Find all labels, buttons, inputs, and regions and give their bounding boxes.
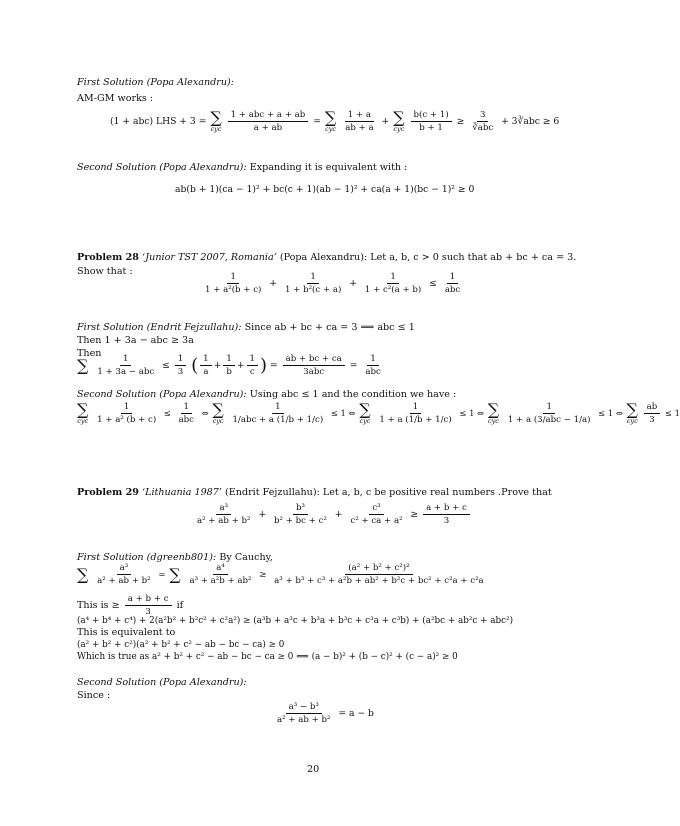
display-equation: ∑ cyc $\frac{1}{\text{1 + a² (b + c)}}$ ≤ $\frac{1}{\text{abc}}$ ⇔ ∑ cyc $\frac{1}{\text{1/abc + a (1/b + 1/c)}}$ ≤ 1 ⇔ ∑ cyc $\frac{1}{1 + a (1/b + 1/c)}$ ≤ 1 ⇔ ∑ cyc $\frac{1}{\text{1 + a (3/abc − 1/a)}}$ ≤ 1 ⇔ ∑ cyc $\frac{ab}{3}$ ≤ 1	[77, 400, 680, 425]
fraction: $\frac{\text{(a² + b² + c²)²}}{\text{a³ + b³ + c³ + a²b + ab² + b²c + bc² + c²a + c²a}}$	[274, 563, 484, 586]
sum-symbol: ∑ cyc	[212, 400, 224, 425]
paragraph-text: (a² + b² + c²)(a² + b² + c² − ab − bc − ca) ≥ 0	[77, 640, 285, 650]
fraction: $\frac{\text{a³ − b³}}{\text{a² + ab + b²}}$	[277, 702, 331, 725]
fraction: $\frac{1}{\text{abc}}$	[178, 402, 195, 425]
problem-label: Problem 28	[77, 252, 139, 263]
page-number: 20	[307, 764, 320, 775]
display-equation: $\frac{1}{\text{1 + a²(b + c)}}$ + $\frac{1}{\text{1 + b²(c + a)}}$ + $\frac{1}{\text{1 + c²(a + b)}}$ ≤ $\frac{1}{\text{abc}}$	[200, 272, 465, 295]
problem-statement	[77, 487, 552, 499]
sum-symbol: ∑	[77, 355, 89, 375]
fraction: $\frac{1}{\text{1 + b²(c + a)}}$	[284, 272, 342, 295]
sum-symbol: ∑ cyc	[324, 108, 337, 133]
fraction: $\frac{b(c + 1)}{b + 1}$	[411, 110, 452, 133]
paragraph-text: Since ab + bc + ca = 3 ⟹ abc ≤ 1	[244, 322, 415, 333]
problem-text: (Popa Alexandru): Let a, b, c > 0 such that ab + bc + ca = 3.	[279, 252, 577, 263]
solution-heading: First Solution (Popa Alexandru):	[77, 77, 235, 88]
fraction: $\frac{a + b + c}{3}$	[125, 594, 172, 617]
display-equation: ∑ $\frac{1}{\text{1 + 3a − abc}}$ ≤ $\frac{1}{3}$ ( $\frac{1}{a}$ + $\frac{1}{b}$ + $\frac{1}{c}$ ) = $\frac{ab + bc + ca}{\text{3abc}}$ = $\frac{1}{\text{abc}}$	[76, 354, 386, 377]
fraction: $\frac{1}{a}$	[200, 354, 211, 377]
eq-lhs: (1 + abc) LHS + 3 =	[110, 116, 207, 127]
fraction: $\frac{1 + a}{ab + a}$	[345, 110, 374, 133]
problem-label: Problem 29	[77, 487, 139, 498]
solution-heading: First Solution (Endrit Fejzullahu):	[77, 322, 242, 333]
fraction: $\frac{\text{a⁴}}{\text{a³ + a²b + ab²}}$	[189, 563, 252, 586]
problem-statement	[77, 252, 576, 264]
fraction: $\frac{3}{\text{∛abc}}$	[472, 110, 494, 133]
display-equation: $\frac{\text{a³ − b³}}{\text{a² + ab + b²}}$ = a − b	[272, 702, 374, 725]
problem-text-line: Show that :	[77, 266, 133, 277]
solution-line: This is ≥ $\frac{a + b + c}{3}$ if	[77, 594, 184, 617]
sum-symbol: ∑	[169, 564, 181, 584]
paragraph-text: By Cauchy,	[219, 552, 273, 563]
solution-line	[77, 389, 456, 401]
fraction: $\frac{ab}{3}$	[644, 402, 661, 425]
solution-heading: Second Solution (Popa Alexandru):	[77, 389, 247, 400]
solution-heading: First Solution (dgreenb801):	[77, 552, 217, 563]
paragraph-text: AM-GM works :	[77, 93, 154, 104]
solution-line	[77, 162, 407, 174]
fraction: $\frac{1}{c}$	[247, 354, 258, 377]
display-equation: (1 + abc) LHS + 3 = ∑ cyc $\frac{\text{1 + abc + a + ab}}{a + ab}$ = ∑ cyc $\frac{1 + a}{ab + a}$ + ∑ cyc $\frac{b(c + 1)}{b + 1}$ ≥ $\frac{3}{\text{∛abc}}$ + 3∛abc ≥ 6	[110, 108, 560, 133]
problem-text: (Endrit Fejzullahu): Let a, b, c be positive real numbers .Prove that	[225, 487, 552, 498]
display-equation: $\frac{\text{a³}}{\text{a² + ab + b²}}$ + $\frac{\text{b³}}{\text{b² + bc + c²}}$ + $\frac{\text{c³}}{\text{c² + ca + a²}}$ ≥ $\frac{a + b + c}{3}$	[192, 503, 472, 526]
fraction: $\frac{1}{b}$	[223, 354, 235, 377]
fraction: $\frac{1}{\text{abc}}$	[444, 272, 461, 295]
fraction: $\frac{1}{3}$	[175, 354, 186, 377]
fraction: $\frac{1}{\text{1 + c²(a + b)}}$	[364, 272, 422, 295]
display-equation: ∑ $\frac{\text{a³}}{\text{a² + ab + b²}}$ = ∑ $\frac{\text{a⁴}}{\text{a³ + a²b + ab²}}$ ≥ $\frac{\text{(a² + b² + c²)²}}{\text{a³ + b³ + c³ + a²b + ab² + b²c + bc² + c²a + c²a}}$	[76, 563, 489, 586]
fraction: $\frac{\text{a³}}{\text{a² + ab + b²}}$	[97, 563, 151, 586]
fraction: $\frac{ab + bc + ca}{\text{3abc}}$	[283, 354, 345, 377]
solution-heading: Second Solution (Popa Alexandru):	[77, 677, 247, 688]
sum-symbol: ∑ cyc	[77, 400, 89, 425]
sum-symbol: ∑ cyc	[487, 400, 500, 425]
fraction: $\frac{\text{1 + abc + a + ab}}{a + ab}$	[228, 110, 309, 133]
sum-symbol: ∑	[77, 564, 89, 584]
paragraph-text: Using abc ≤ 1 and the condition we have :	[249, 389, 457, 400]
eq-tail: + 3∛abc ≥ 6	[501, 116, 560, 127]
fraction: $\frac{1}{1 + a (1/b + 1/c)}$	[379, 402, 452, 425]
fraction: $\frac{1}{\text{abc}}$	[365, 354, 381, 377]
sum-symbol: ∑ cyc	[626, 400, 638, 425]
paragraph-text: This is equivalent to	[77, 627, 176, 638]
fraction: $\frac{1}{\text{1 + 3a − abc}}$	[97, 354, 155, 377]
fraction: $\frac{\text{a³}}{\text{a² + ab + b²}}$	[197, 503, 251, 526]
fraction: $\frac{1}{\text{1/abc + a (1/b + 1/c)}}$	[232, 402, 324, 425]
problem-source: ‘Junior TST 2007, Romania’	[142, 252, 277, 263]
display-equation: ab(b + 1)(ca − 1)² + bc(c + 1)(ab − 1)² + ca(a + 1)(bc − 1)² ≥ 0	[175, 184, 475, 195]
fraction: $\frac{\text{c³}}{\text{c² + ca + a²}}$	[350, 503, 403, 526]
solution-line	[77, 322, 415, 334]
fraction: $\frac{1}{\text{1 + a (3/abc − 1/a)}}$	[507, 402, 591, 425]
paragraph-text: Then 1 + 3a − abc ≥ 3a	[77, 335, 194, 346]
paragraph-text: Expanding it is equivalent with :	[249, 162, 408, 173]
fraction: $\frac{a + b + c}{3}$	[423, 503, 470, 526]
sum-symbol: ∑ cyc	[210, 108, 222, 133]
fraction: $\frac{1}{\text{1 + a² (b + c)}}$	[97, 402, 157, 425]
sum-symbol: ∑ cyc	[393, 108, 405, 133]
paragraph-text: Then	[77, 348, 102, 359]
fraction: $\frac{\text{b³}}{\text{b² + bc + c²}}$	[274, 503, 327, 526]
paragraph-text: Since :	[77, 690, 111, 701]
paragraph-text: Which is true as a² + b² + c² − ab − bc − ca ≥ 0 ⟺ (a − b)² + (b − c)² + (c − a)² ≥ 0	[77, 652, 458, 662]
sum-symbol: ∑ cyc	[359, 400, 371, 425]
problem-source: ‘Lithuania 1987’	[142, 487, 222, 498]
solution-heading: Second Solution (Popa Alexandru):	[77, 162, 247, 173]
paragraph-text: (a⁴ + b⁴ + c⁴) + 2(a²b² + b²c² + c²a²) ≥ (a³b + a³c + b³a + b³c + c³a + c³b) + (a²bc + ab²c + abc²)	[77, 616, 514, 626]
fraction: $\frac{1}{\text{1 + a²(b + c)}}$	[205, 272, 262, 295]
